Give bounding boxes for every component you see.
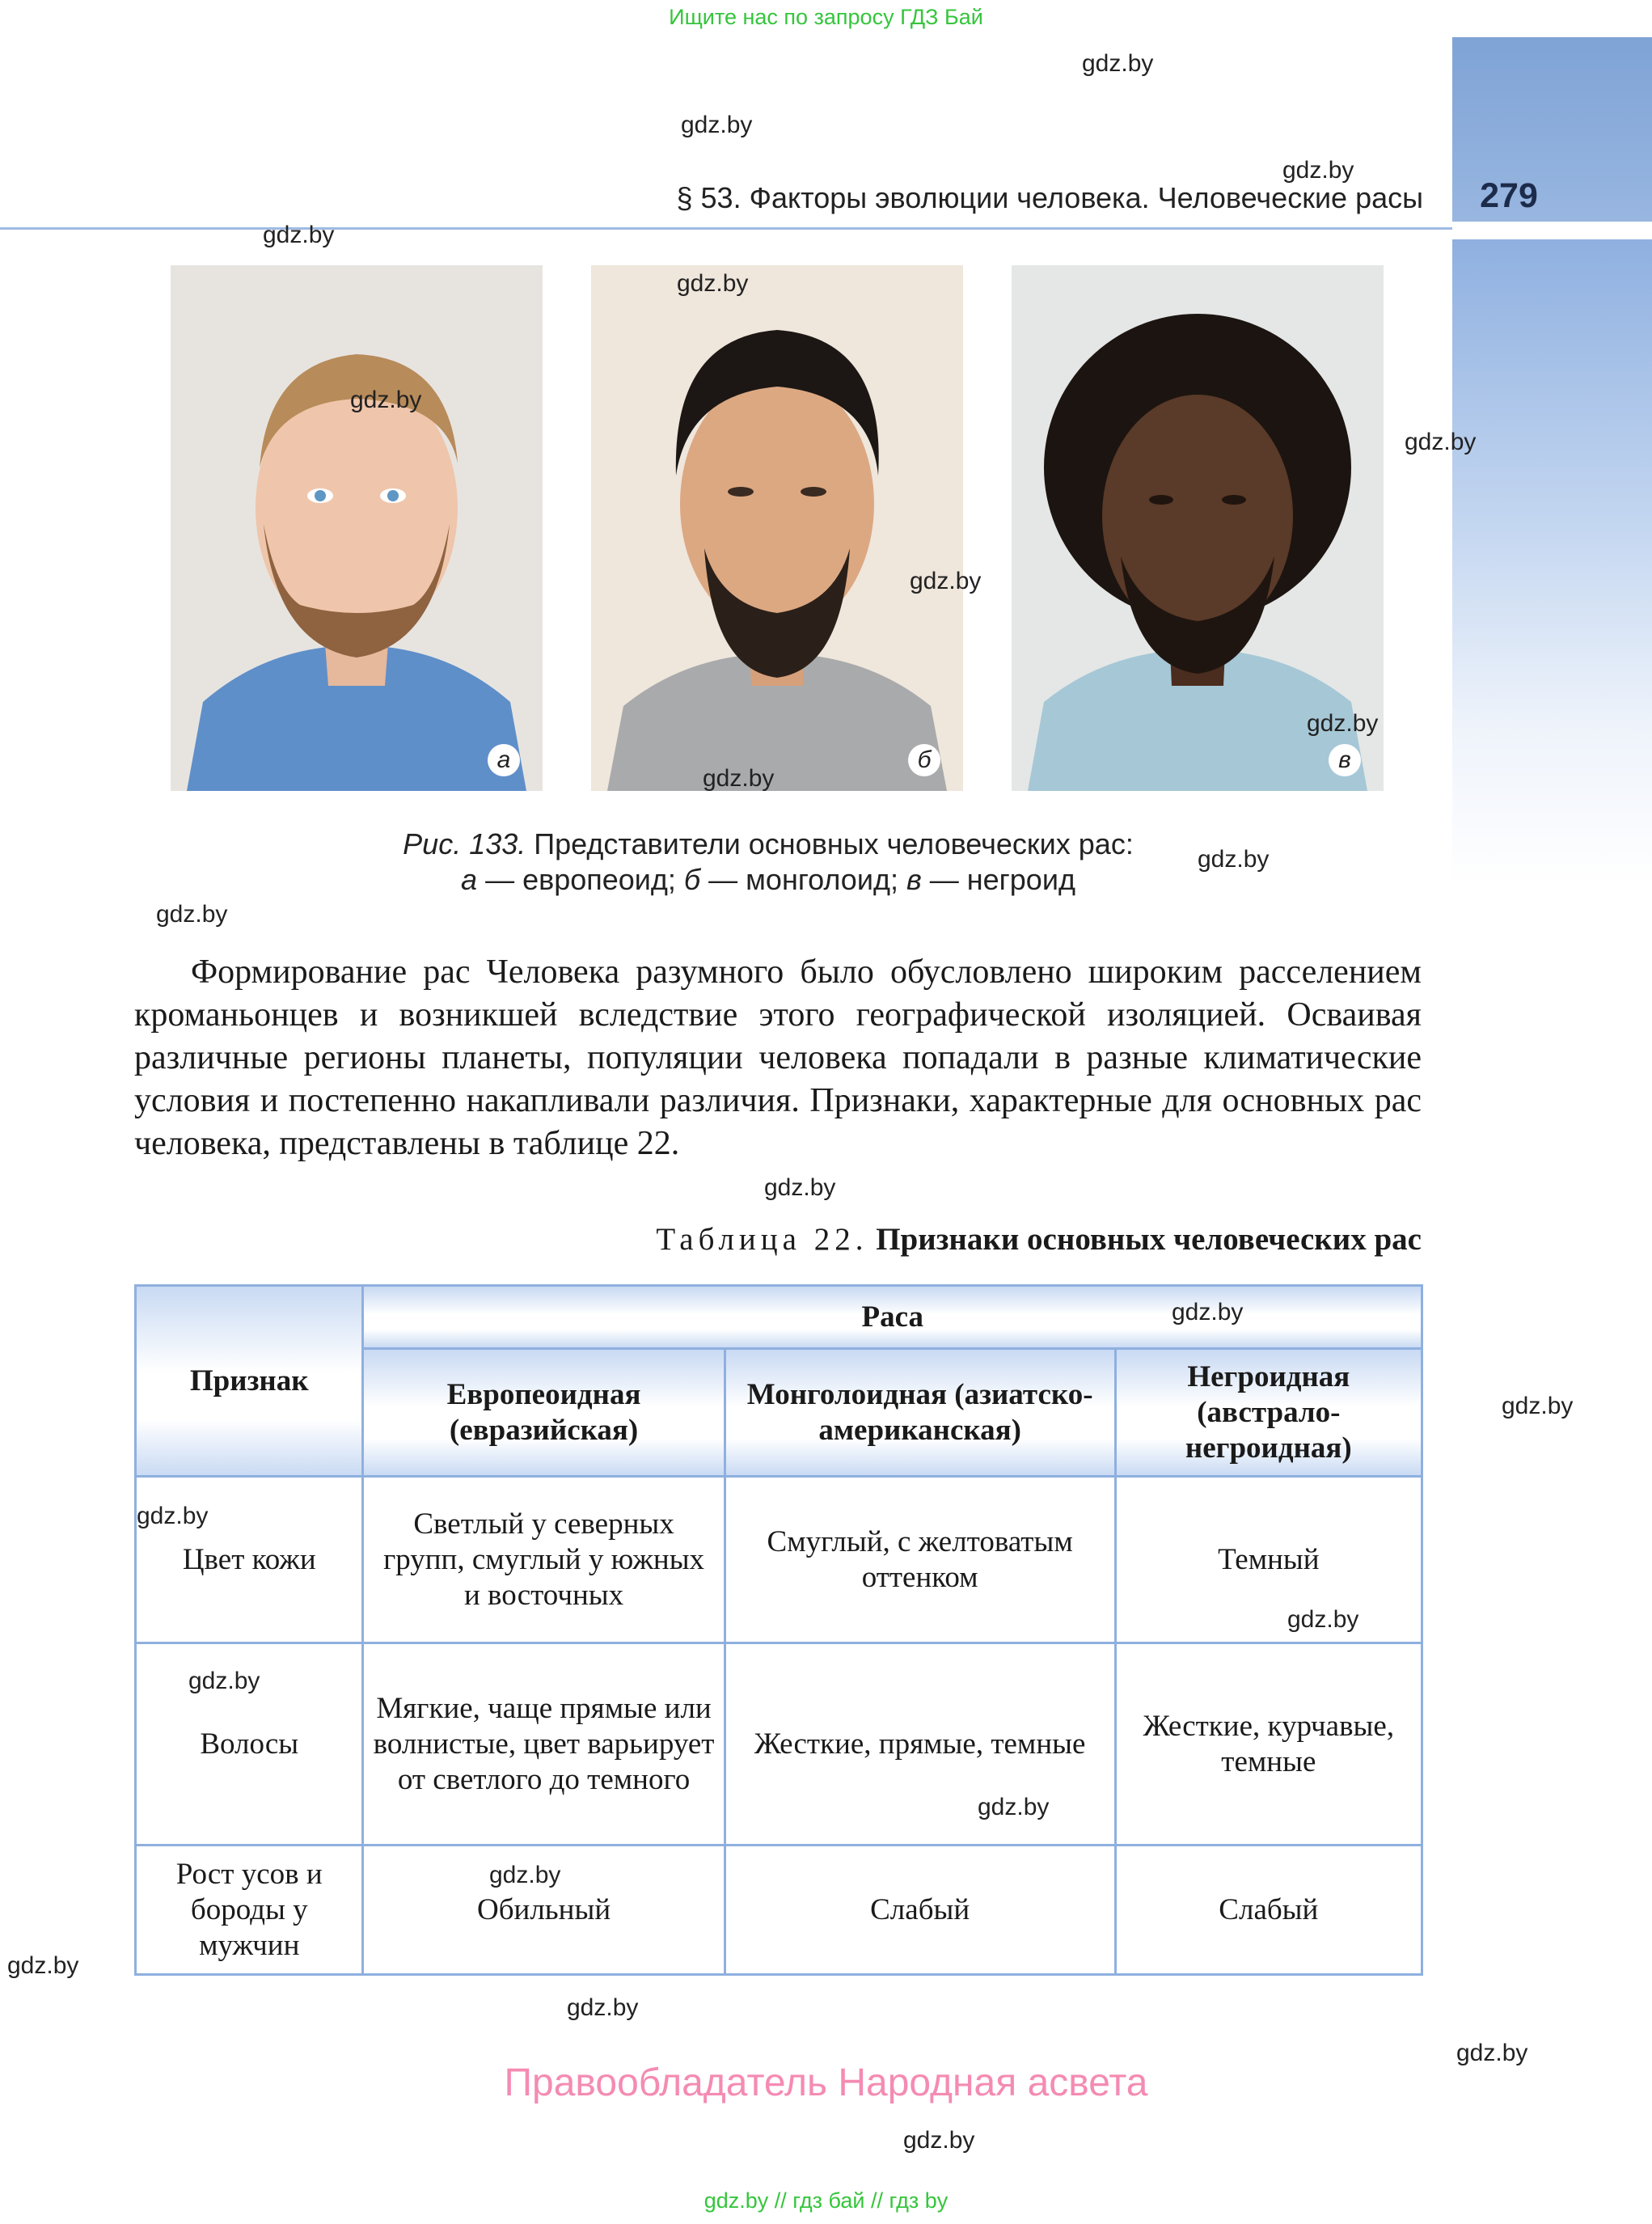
watermark: gdz.by (681, 112, 753, 138)
photo-label-c: в (1329, 744, 1361, 776)
table-row (136, 1643, 1422, 1846)
row-feature: Цвет кожи (136, 1477, 363, 1643)
watermark: gdz.by (903, 2127, 975, 2154)
caption-letter-c: в (906, 863, 922, 896)
caption-text-c: — негроид (921, 863, 1075, 896)
header-negroid: Негроидная (австрало-негроидная) (1115, 1349, 1422, 1477)
caption-text-a: — европеоид; (477, 863, 684, 896)
cell-negroid: Слабый (1115, 1846, 1422, 1975)
header-feature: Признак (136, 1286, 363, 1477)
watermark: gdz.by (1287, 1606, 1359, 1633)
watermark: gdz.by (350, 387, 422, 413)
cell-mongoloid: Смуглый, с желтоватым оттенком (725, 1477, 1115, 1643)
watermark: gdz.by (1456, 2040, 1528, 2066)
cell-negroid: Темный (1115, 1477, 1422, 1643)
figure-ref: Рис. 133. (403, 827, 526, 860)
table-row (136, 1846, 1422, 1975)
cell-caucasoid: Обильный (363, 1846, 725, 1975)
watermark: gdz.by (1198, 846, 1270, 873)
photo-label-a: а (488, 744, 520, 776)
watermark: gdz.by (677, 270, 749, 297)
watermark: gdz.by (156, 901, 228, 928)
watermark: gdz.by (567, 1994, 639, 2021)
cell-mongoloid: Слабый (725, 1846, 1115, 1975)
table-caption: Признаки основных человеческих рас (876, 1222, 1422, 1257)
watermark: gdz.by (7, 1952, 79, 1979)
table-row (136, 1477, 1422, 1643)
caption-line-2 (283, 862, 1253, 898)
watermark: gdz.by (910, 568, 982, 594)
watermark: gdz.by (703, 765, 775, 792)
header-divider (0, 227, 1452, 230)
caption-letter-a: а (461, 863, 478, 896)
photo-label-b: б (908, 744, 940, 776)
cell-caucasoid: Мягкие, чаще прямые или волнистые, цвет варьирует от светлого до темного (363, 1643, 725, 1846)
watermark: gdz.by (1082, 50, 1154, 77)
watermark: gdz.by (263, 222, 335, 248)
watermark: gdz.by (764, 1174, 836, 1201)
table-number: Таблица 22. (656, 1222, 868, 1257)
watermark: gdz.by (137, 1503, 209, 1529)
cell-mongoloid: Жесткие, прямые, темные (725, 1643, 1115, 1846)
copyright-notice: Правообладатель Народная асвета (504, 2061, 1148, 2104)
photo-mongoloid (591, 265, 963, 791)
watermark: gdz.by (1307, 710, 1379, 737)
header-mongoloid: Монголоидная (азиатско-американская) (725, 1349, 1115, 1477)
row-feature: Рост усов и бороды у мужчин (136, 1846, 363, 1975)
page-number: 279 (1480, 176, 1538, 215)
watermark: gdz.by (1282, 157, 1354, 184)
watermark: gdz.by (1405, 429, 1477, 455)
promo-banner[interactable]: Ищите нас по запросу ГДЗ Бай (669, 5, 983, 29)
table-title (485, 1221, 1422, 1258)
row-feature: Волосы (136, 1643, 363, 1846)
header-caucasoid: Европеоидная (евразийская) (363, 1349, 725, 1477)
body-text (134, 951, 1422, 1165)
figure-caption (283, 827, 1253, 898)
body-paragraph: Формирование рас Человека разумного было обусловлено широким расселением кроманьонцев и возникшей вследствие этого географической изоляцией. Осваивая различные регионы планеты, популяции человека попадали в разные климатические условия и постепенно накапливали различия. Признаки, характерные для основных рас человека, представлены в таблице 22. (134, 953, 1422, 1162)
photo-caucasoid (171, 265, 543, 791)
footer-links[interactable]: gdz.by // гдз бай // гдз by (703, 2188, 949, 2213)
races-table (134, 1284, 1423, 1976)
margin-gradient (1452, 239, 1652, 1048)
cell-negroid: Жесткие, курчавые, темные (1115, 1643, 1422, 1846)
caption-letter-b: б (683, 863, 701, 896)
watermark: gdz.by (1502, 1393, 1574, 1419)
watermark: gdz.by (978, 1794, 1050, 1820)
cell-caucasoid: Светлый у северных групп, смуглый у южных и восточных (363, 1477, 725, 1643)
header-race: Раса (363, 1286, 1422, 1349)
watermark: gdz.by (188, 1668, 260, 1694)
watermark: gdz.by (489, 1862, 561, 1888)
caption-line-1: Представители основных человеческих рас: (526, 827, 1134, 860)
caption-text-b: — монголоид; (700, 863, 906, 896)
watermark: gdz.by (1172, 1299, 1244, 1326)
section-title: § 53. Факторы эволюции человека. Человеческие расы (676, 181, 1423, 214)
